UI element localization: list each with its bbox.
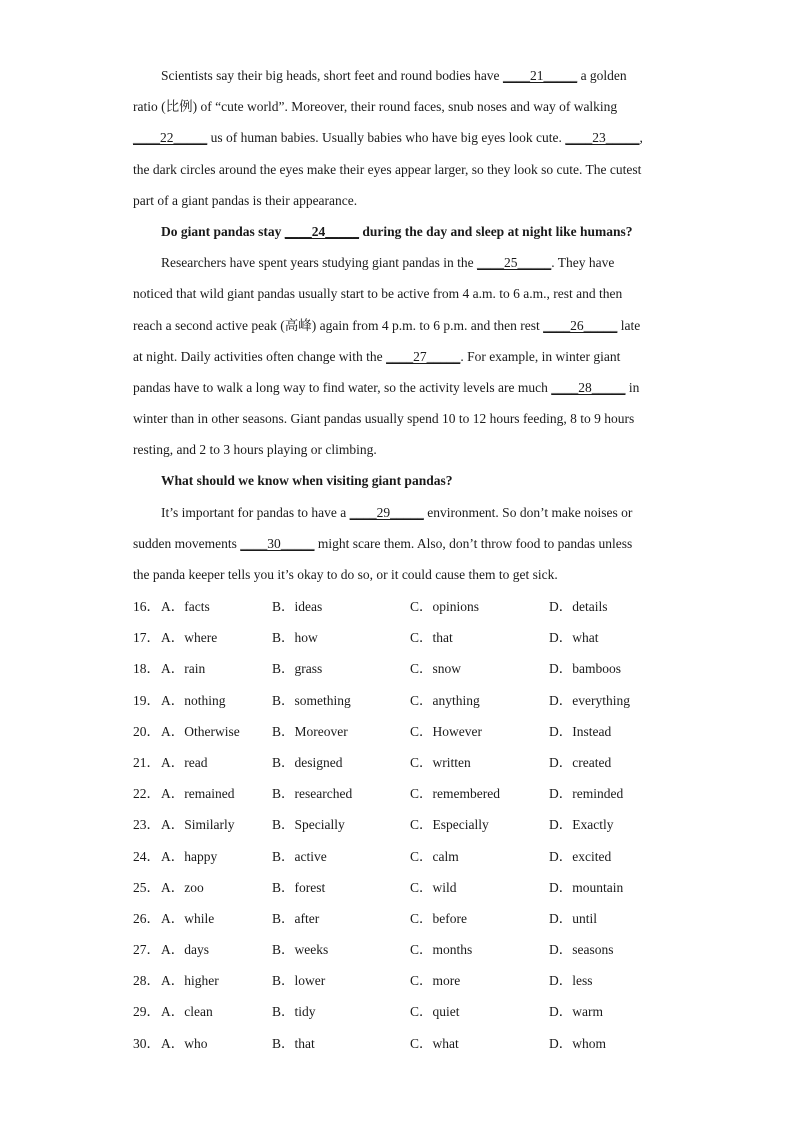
option-a[interactable]: A．while: [161, 910, 215, 926]
text-segment: . They have: [551, 255, 615, 271]
text-segment: reach a second active peak (高峰) again from 4 p.m. to 6 p.m. and then rest: [133, 317, 544, 333]
option-d[interactable]: D．less: [549, 973, 593, 989]
text-segment: Scientists say their big heads, short feet and round bodies have: [161, 68, 503, 83]
text-segment: the panda keeper tells you it’s okay to do so, or it could cause them to get sick.: [133, 567, 558, 582]
text-line: [133, 154, 663, 185]
option-c[interactable]: C．However: [410, 723, 482, 739]
question-number: 19．: [133, 692, 160, 708]
question-row: [133, 716, 663, 747]
question-number: 28．: [133, 973, 160, 989]
question-row: [133, 841, 663, 872]
option-d[interactable]: D．details: [549, 599, 608, 614]
answer-blank: ____27_____: [386, 348, 461, 364]
question-row: [133, 685, 663, 716]
text-line: [133, 60, 663, 91]
text-segment: Do giant pandas stay: [161, 223, 285, 239]
option-b[interactable]: B．researched: [272, 786, 353, 802]
question-number: 20．: [133, 723, 160, 739]
question-number: 26．: [133, 910, 160, 926]
answer-blank: ____23_____: [565, 130, 640, 146]
option-a[interactable]: A．clean: [161, 1004, 213, 1020]
options-list: [133, 591, 663, 1059]
answer-blank: ____30_____: [240, 535, 315, 551]
question-number: 21．: [133, 754, 160, 770]
text-line: [133, 278, 663, 309]
option-c[interactable]: C．remembered: [410, 786, 500, 802]
option-a[interactable]: A．read: [161, 754, 208, 770]
option-b[interactable]: B．weeks: [272, 942, 329, 958]
option-d[interactable]: D．reminded: [549, 786, 624, 802]
option-c[interactable]: C．that: [410, 630, 453, 646]
text-segment: . For example, in winter giant: [460, 348, 621, 364]
option-b[interactable]: B．grass: [272, 661, 323, 677]
question-number: 18．: [133, 661, 160, 677]
question-number: 24．: [133, 848, 160, 864]
text-segment: during the day and sleep at night like humans?: [359, 223, 633, 239]
option-a[interactable]: A．Similarly: [161, 817, 235, 833]
question-row: [133, 778, 663, 809]
text-segment: ,: [639, 130, 643, 146]
text-segment: What should we know when visiting giant pandas?: [161, 473, 453, 489]
question-row: [133, 591, 663, 622]
text-line: [133, 403, 663, 434]
question-row: [133, 872, 663, 903]
option-c[interactable]: C．what: [410, 1035, 459, 1051]
answer-blank: ____26_____: [543, 317, 618, 333]
text-segment: environment. So don’t make noises or: [423, 504, 633, 520]
option-d[interactable]: D．warm: [549, 1004, 603, 1020]
option-a[interactable]: A．facts: [161, 599, 210, 614]
text-line: [133, 91, 663, 122]
text-line: [133, 559, 663, 590]
option-b[interactable]: B．designed: [272, 754, 343, 770]
question-number: 23．: [133, 817, 160, 833]
text-line: [133, 185, 663, 216]
option-a[interactable]: A．days: [161, 942, 209, 958]
option-c[interactable]: C．quiet: [410, 1004, 460, 1020]
question-number: 29．: [133, 1004, 160, 1020]
text-segment: Researchers have spent years studying giant pandas in the: [161, 255, 478, 271]
text-segment: us of human babies. Usually babies who have big eyes look cute.: [207, 130, 566, 146]
option-c[interactable]: C．Especially: [410, 817, 489, 833]
answer-blank: ____25_____: [477, 255, 552, 271]
option-c[interactable]: C．more: [410, 973, 461, 989]
option-a[interactable]: A．nothing: [161, 692, 226, 708]
option-c[interactable]: C．snow: [410, 661, 462, 677]
question-row: [133, 747, 663, 778]
paragraph-1: [133, 60, 663, 216]
option-c[interactable]: C．months: [410, 942, 473, 958]
text-segment: in: [625, 379, 640, 395]
option-a[interactable]: A．remained: [161, 786, 235, 802]
text-line: [133, 434, 663, 465]
answer-blank: ____29_____: [349, 504, 424, 520]
text-segment: ratio (比例) of “cute world”. Moreover, their round faces, snub noses and way of walking: [133, 99, 618, 115]
option-a[interactable]: A．zoo: [161, 879, 204, 895]
option-b[interactable]: B．Moreover: [272, 723, 348, 739]
text-segment: at night. Daily activities often change with the: [133, 348, 387, 364]
heading-daily-activity: [133, 216, 663, 247]
question-row: [133, 996, 663, 1027]
question-number: 27．: [133, 942, 160, 958]
option-d[interactable]: D．Exactly: [549, 817, 614, 833]
question-row: [133, 934, 663, 965]
text-segment: It’s important for pandas to have a: [161, 504, 350, 520]
text-segment: noticed that wild giant pandas usually start to be active from 4 a.m. to 6 a.m., rest and then: [133, 286, 623, 302]
text-line: [133, 497, 663, 528]
option-a[interactable]: A．higher: [161, 973, 219, 989]
option-b[interactable]: B．that: [272, 1035, 315, 1051]
text-line: [133, 122, 663, 153]
question-number: 22．: [133, 786, 160, 802]
text-segment: sudden movements: [133, 535, 241, 551]
option-d[interactable]: D．excited: [549, 848, 612, 864]
paragraph-3: [133, 497, 663, 591]
option-c[interactable]: C．wild: [410, 879, 457, 895]
heading-visiting: [133, 465, 663, 496]
answer-blank: ____24_____: [284, 223, 360, 239]
answer-blank: ____28_____: [551, 379, 626, 395]
question-number: 16．: [133, 599, 160, 614]
option-a[interactable]: A．where: [161, 630, 218, 646]
option-d[interactable]: D．created: [549, 754, 612, 770]
text-line: [133, 247, 663, 278]
option-a[interactable]: A．happy: [161, 848, 218, 864]
paragraph-2: [133, 247, 663, 465]
option-b[interactable]: B．lower: [272, 973, 326, 989]
option-a[interactable]: A．rain: [161, 661, 206, 677]
question-number: 25．: [133, 879, 160, 895]
option-b[interactable]: B．ideas: [272, 599, 323, 614]
text-segment: resting, and 2 to 3 hours playing or climbing.: [133, 442, 377, 458]
question-row: [133, 622, 663, 653]
option-c[interactable]: C．written: [410, 754, 471, 770]
text-line: [133, 372, 663, 403]
option-b[interactable]: B．something: [272, 692, 351, 708]
option-b[interactable]: B．how: [272, 630, 318, 646]
option-a[interactable]: A．who: [161, 1035, 208, 1051]
question-number: 30．: [133, 1035, 160, 1051]
text-segment: part of a giant pandas is their appearance.: [133, 192, 358, 208]
option-c[interactable]: C．before: [410, 910, 467, 926]
option-d[interactable]: D．what: [549, 630, 599, 646]
option-c[interactable]: C．calm: [410, 848, 459, 864]
option-d[interactable]: D．everything: [549, 692, 630, 708]
option-d[interactable]: D．whom: [549, 1035, 606, 1051]
question-row: [133, 809, 663, 840]
text-segment: pandas have to walk a long way to find water, so the activity levels are much: [133, 379, 552, 395]
text-line: [133, 465, 663, 496]
option-d[interactable]: D．seasons: [549, 942, 614, 958]
text-segment: late: [617, 317, 641, 333]
text-segment: a golden: [577, 68, 627, 83]
question-row: [133, 1028, 663, 1059]
text-segment: the dark circles around the eyes make their eyes appear larger, so they look so cute. The cutest: [133, 161, 642, 177]
text-segment: might scare them. Also, don’t throw food to pandas unless: [314, 535, 633, 551]
option-d[interactable]: D．until: [549, 910, 598, 926]
question-row: [133, 965, 663, 996]
option-b[interactable]: B．tidy: [272, 1004, 316, 1020]
option-d[interactable]: D．bamboos: [549, 661, 621, 677]
text-segment: winter than in other seasons. Giant pandas usually spend 10 to 12 hours feeding, 8 to 9 hours: [133, 411, 635, 427]
text-line: [133, 310, 663, 341]
option-d[interactable]: D．Instead: [549, 723, 612, 739]
answer-blank: ____21_____: [502, 68, 578, 83]
option-d[interactable]: D．mountain: [549, 879, 624, 895]
text-line: [133, 216, 663, 247]
option-c[interactable]: C．opinions: [410, 599, 480, 614]
option-b[interactable]: B．after: [272, 910, 320, 926]
option-b[interactable]: B．forest: [272, 879, 326, 895]
option-c[interactable]: C．anything: [410, 692, 480, 708]
question-number: 17．: [133, 630, 160, 646]
text-line: [133, 528, 663, 559]
option-a[interactable]: A．Otherwise: [161, 723, 240, 739]
option-b[interactable]: B．Specially: [272, 817, 345, 833]
option-b[interactable]: B．active: [272, 848, 327, 864]
question-row: [133, 653, 663, 684]
text-line: [133, 341, 663, 372]
question-row: [133, 903, 663, 934]
passage: [133, 60, 663, 590]
answer-blank: ____22_____: [133, 130, 208, 146]
